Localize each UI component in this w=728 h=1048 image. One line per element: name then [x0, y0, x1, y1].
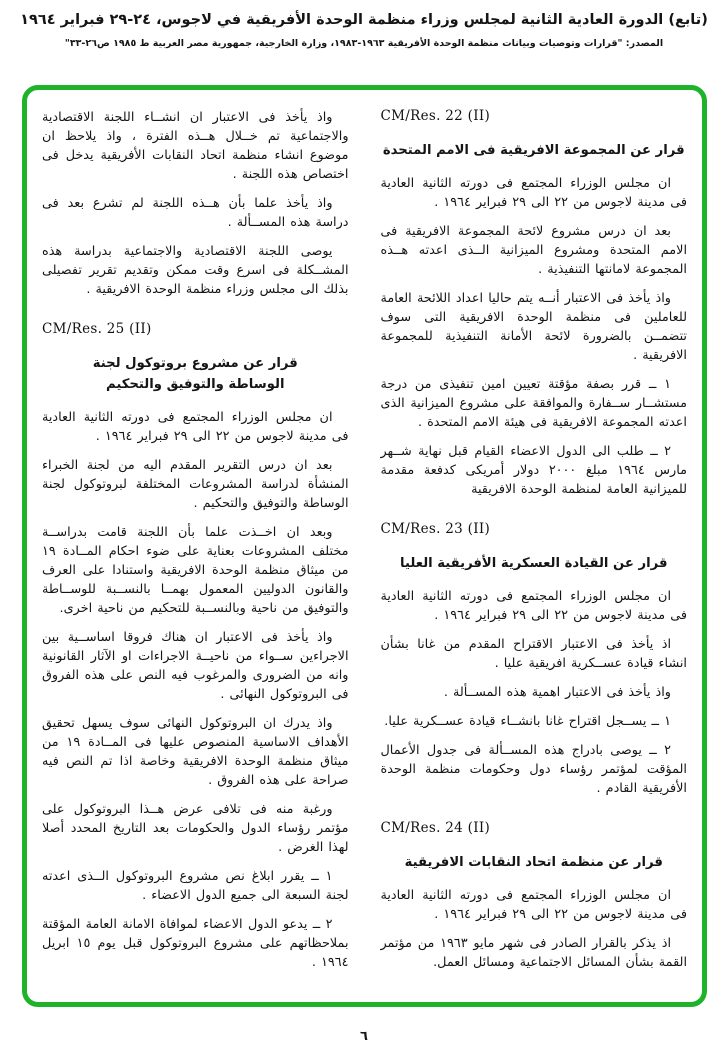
resolution-title-23: قرار عن القيادة العسكرية الأفريقية العليا	[400, 556, 668, 571]
paragraph: ان مجلس الوزراء المجتمع فى دورته الثانية العادية فى مدينة لاجوس من ٢٢ الى ٢٩ فبراير ١٩٦٤ .	[42, 410, 349, 444]
paragraph: وبعد ان اخــذت علما بأن اللجنة قامت بدراســة مختلف المشروعات بعناية على ضوء احكام المــادة ١٩ من ميثاق منظمة الوحدة الافريقية واستنادا على العرف والقانون الدوليين المعمول بهمــا بالنســبة للوســاطة والتوفيق من ناحية وبالنســبة للتحكيم من ناحية اخرى.	[42, 525, 349, 616]
page-number: ٦	[360, 1029, 368, 1044]
paragraph: ٢ ــ يوصى بادراج هذه المســألة فى جدول الأعمال المؤقت لمؤتمر رؤساء دول وحكومات منظمة الوحدة الأفريقية القادم .	[380, 743, 687, 796]
paragraph: واذ يدرك ان البروتوكول النهائى سوف يسهل تحقيق الأهداف الاساسية المنصوص عليها فى المــادة ١٩ من ميثاق منظمة الوحدة الافريقية وخاصة اذا تم النص فيه صراحة على هذه الفروق .	[42, 716, 349, 788]
paragraph: واذ يأخذ فى الاعتبار أنــه يتم حاليا اعداد اللائحة العامة للعاملين فى منظمة الوحدة الافريقية التى سوف تتضمــن بالضرورة لائحة الأمانة التنفيذية للمجموعة الافريقية .	[380, 291, 687, 363]
resolution-title-25-line2: الوساطة والتوفيق والتحكيم	[106, 377, 285, 392]
header-title: (تابع) الدورة العادية الثانية لمجلس وزراء منظمة الوحدة الأفريقية في لاجوس، ٢٤-٢٩ فبراير ١٩٦٤	[20, 12, 708, 28]
paragraph: واذ يأخذ فى الاعتبار ان انشــاء اللجنة الاقتصادية والاجتماعية تم خــلال هــذه الفترة ، واذ يلاحظ ان موضوع انشاء منظمة اتحاد النقابات الأفريقية يدخل فى اختصاص هذه اللجنة .	[42, 110, 349, 182]
paragraph: بعد ان درس مشروع لائحة المجموعة الافريقية فى الامم المتحدة ومشروع الميزانية الــذى اعدته هــذه المجموعة لامانتها التنفيذية .	[380, 224, 687, 277]
resolution-code-25: CM/Res. 25 (II)	[42, 321, 152, 337]
resolution-code-22: CM/Res. 22 (II)	[380, 108, 491, 124]
page-header	[0, 0, 728, 49]
column-left	[42, 104, 349, 996]
paragraph: واذ يأخذ فى الاعتبار اهمية هذه المســألة .	[443, 685, 671, 700]
header-source: المصدر: "قرارات وتوصيات وبيانات منظمة الوحدة الأفريقية ١٩٦٣-١٩٨٣، وزارة الخارجية، جمهورية مصر العربية ط ١٩٨٥ ص٢٦-٣٣"	[64, 38, 664, 49]
paragraph: ١ ــ قرر بصفة مؤقتة تعيين امين تنفيذى من درجة مستشــار ســفارة والموافقة على مشروع الميزانية الذى اعدته المجموعة الافريقية فى هيئة الامم المتحدة .	[380, 377, 687, 430]
resolution-title-22: قرار عن المجموعة الافريقية فى الامم المتحدة	[382, 143, 685, 158]
paragraph: ان مجلس الوزراء المجتمع فى دورته الثانية العادية فى مدينة لاجوس من ٢٢ الى ٢٩ فبراير ١٩٦٤ .	[380, 589, 687, 623]
paragraph: ان مجلس الوزراء المجتمع فى دورته الثانية العادية فى مدينة لاجوس من ٢٢ الى ٢٩ فبراير ١٩٦٤ .	[380, 176, 687, 210]
paragraph: ١ ــ يقرر ابلاغ نص مشروع البروتوكول الــذى اعدته لجنة السبعة الى جميع الدول الاعضاء .	[42, 869, 349, 903]
resolution-title-24: قرار عن منظمة اتحاد النقابات الافريقية	[404, 855, 663, 870]
paragraph: ١ ــ يســجل اقتراح غانا بانشــاء قيادة عســكرية عليا.	[384, 714, 671, 729]
resolution-title-25	[42, 353, 349, 395]
paragraph: بعد ان درس التقرير المقدم اليه من لجنة الخبراء المنشأة لدراسة المشروعات المختلفة لبروتوكول لجنة الوساطة والتوفيق والتحكيم .	[42, 458, 349, 511]
two-column-layout	[42, 104, 687, 996]
paragraph: ان مجلس الوزراء المجتمع فى دورته الثانية العادية فى مدينة لاجوس من ٢٢ الى ٢٩ فبراير ١٩٦٤ .	[380, 888, 687, 922]
paragraph: اذ يذكر بالقرار الصادر فى شهر مايو ١٩٦٣ من مؤتمر القمة بشأن المسائل الاجتماعية ومسائل العمل.	[380, 936, 687, 970]
paragraph: واذ يأخذ فى الاعتبار ان هناك فروقا اساســية بين الاجراءين ســواء من ناحيــة الاجراءات او الآثار القانونية وانه من الضرورى والمرغوب فيه النص على هذه الفروق فى البروتوكول النهائى .	[42, 630, 349, 702]
resolution-code-24: CM/Res. 24 (II)	[380, 820, 491, 836]
paragraph: يوصى اللجنة الاقتصادية والاجتماعية بدراسة هذه المشــكلة فى اسرع وقت ممكن وتقديم تقرير تفصيلى بذلك الى مجلس وزراء منظمة الوحدة الافريقية .	[42, 244, 349, 297]
paragraph: ورغبة منه فى تلافى عرض هــذا البروتوكول على مؤتمر رؤساء الدول والحكومات بعد التاريخ المحدد أصلا لهذا الغرض .	[42, 802, 349, 855]
paragraph: واذ يأخذ علما بأن هــذه اللجنة لم تشرع بعد فى دراسة هذه المســألة .	[42, 196, 349, 230]
paragraph: ٢ ــ يدعو الدول الاعضاء لموافاة الامانة العامة المؤقتة بملاحظاتهم على مشروع البروتوكول قبل يوم ١٥ ابريل ١٩٦٤ .	[42, 917, 349, 970]
content-frame	[22, 85, 707, 1007]
resolution-code-23: CM/Res. 23 (II)	[380, 521, 491, 537]
column-right	[381, 104, 688, 996]
paragraph: اذ يأخذ فى الاعتبار الاقتراح المقدم من غانا بشأن انشاء قيادة عســكرية افريقية عليا .	[380, 637, 687, 671]
resolution-title-25-line1: قرار عن مشروع بروتوكول لجنة	[92, 356, 298, 371]
paragraph: ٢ ــ طلب الى الدول الاعضاء القيام قبل نهاية شــهر مارس ١٩٦٤ مبلغ ٢٠٠٠ دولار أمريكى كدفعة مقدمة للميزانية العامة لمنظمة الوحدة الافريقية	[380, 444, 687, 497]
